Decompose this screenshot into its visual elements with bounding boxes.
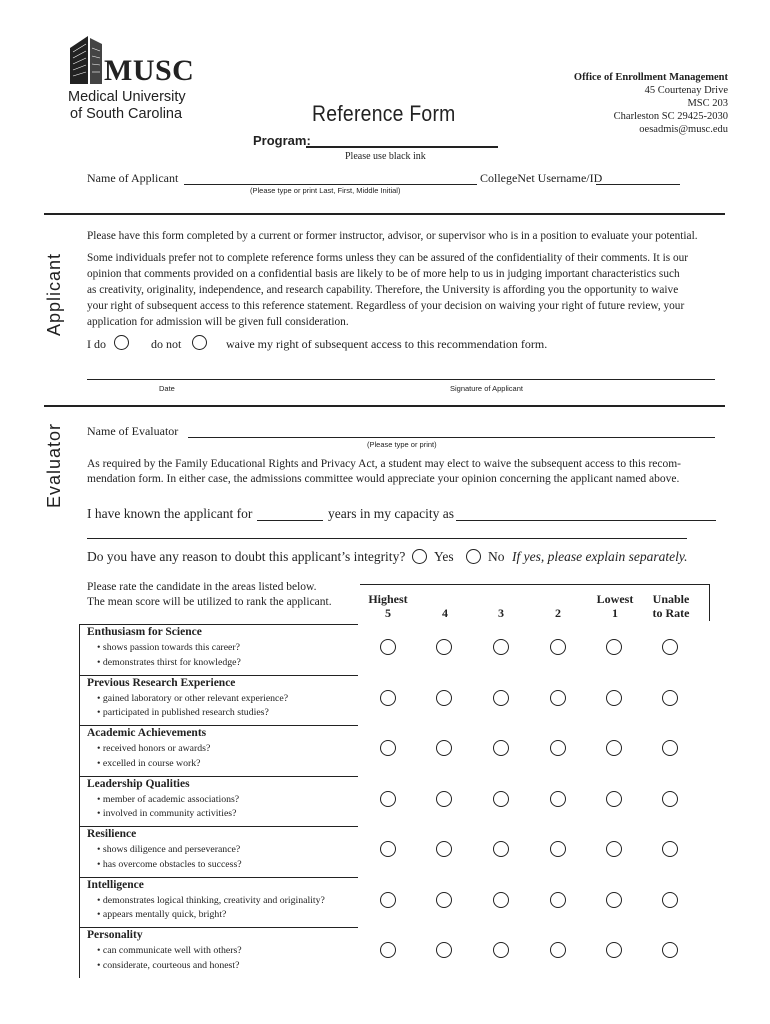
office-title: Office of Enrollment Management — [573, 72, 728, 83]
category-bullet: • involved in community activities? — [97, 808, 237, 819]
scale-1: 1 — [612, 606, 618, 620]
category-name: Academic Achievements — [87, 727, 207, 739]
category-bullet: • considerate, courteous and honest? — [97, 959, 240, 971]
scale-4: 4 — [442, 606, 448, 620]
category-bullet: • has overcome obstacles to success? — [97, 858, 242, 870]
to-rate-label: to Rate — [652, 606, 690, 620]
confidentiality-line3: as creativity, originality, independence, and research capability. Therefore, the University is affording you the opportunity to waive — [87, 284, 679, 296]
rating-intro-line2: The mean score will be utilized to rank the applicant. — [87, 596, 332, 608]
logo-text: MUSC — [104, 54, 195, 87]
evaluator-side-label: Evaluator — [44, 422, 64, 508]
category-name: Previous Research Experience — [87, 676, 236, 689]
category-bullet: • received honors or awards? — [97, 743, 211, 754]
i-do-radio[interactable] — [114, 335, 129, 350]
category-bullet: • excelled in course work? — [97, 757, 201, 769]
integrity-yes-label: Yes — [434, 549, 454, 564]
university-name-line1: Medical University — [68, 89, 186, 105]
rating-radio-5[interactable] — [380, 841, 396, 857]
category-name: Enthusiasm for Science — [87, 626, 202, 638]
rating-radio-2[interactable] — [550, 942, 566, 958]
rating-radio-unable[interactable] — [662, 841, 678, 857]
rating-radio-unable[interactable] — [662, 942, 678, 958]
applicant-instruction: Please have this form completed by a current or former instructor, advisor, or supervisor who is in a position to evaluate your potential. — [87, 230, 698, 242]
header-unable — [642, 592, 700, 620]
rating-radio-1[interactable] — [606, 740, 622, 756]
rating-intro-line1: Please rate the candidate in the areas listed below. — [87, 581, 317, 593]
rating-radio-1[interactable] — [606, 690, 622, 706]
rating-radio-3[interactable] — [493, 740, 509, 756]
rating-radio-5[interactable] — [380, 639, 396, 655]
integrity-yes-radio[interactable] — [412, 549, 427, 564]
rating-radio-4[interactable] — [436, 690, 452, 706]
rating-radio-1[interactable] — [606, 942, 622, 958]
rating-radio-2[interactable] — [550, 841, 566, 857]
capacity-input-line2[interactable] — [87, 538, 687, 539]
header-highest — [366, 592, 410, 620]
integrity-no-label: No — [488, 549, 505, 564]
section-divider — [44, 213, 725, 215]
applicant-name-label: Name of Applicant — [87, 171, 179, 185]
evaluator-name-hint: (Please type or print) — [367, 440, 437, 449]
rating-radio-2[interactable] — [550, 791, 566, 807]
integrity-no-radio[interactable] — [466, 549, 481, 564]
category-bullet: • demonstrates thirst for knowledge? — [97, 656, 241, 668]
category-bullet: • can communicate well with others? — [97, 945, 242, 956]
rating-radio-unable[interactable] — [662, 690, 678, 706]
rating-radio-unable[interactable] — [662, 639, 678, 655]
category-bullet: • demonstrates logical thinking, creativity and originality? — [97, 894, 325, 906]
rating-radio-5[interactable] — [380, 892, 396, 908]
rating-radio-1[interactable] — [606, 841, 622, 857]
evaluator-name-label: Name of Evaluator — [87, 424, 179, 438]
category-bullet: • gained laboratory or other relevant experience? — [97, 692, 289, 704]
collegenet-input[interactable] — [596, 184, 680, 185]
rating-radio-4[interactable] — [436, 740, 452, 756]
rating-radio-5[interactable] — [380, 690, 396, 706]
rating-radio-4[interactable] — [436, 639, 452, 655]
header-lowest — [593, 592, 637, 620]
applicant-name-hint: (Please type or print Last, First, Middle Initial) — [250, 186, 401, 195]
rating-radio-5[interactable] — [380, 942, 396, 958]
confidentiality-line4: your right of subsequent access to this reference statement. Regardless of your decision on waiving your right of future review, your — [87, 300, 685, 312]
explain-note: If yes, please explain separately. — [512, 549, 688, 564]
section-divider-2 — [44, 405, 725, 407]
office-address — [574, 71, 728, 136]
category-name: Leadership Qualities — [87, 777, 190, 790]
rating-radio-2[interactable] — [550, 690, 566, 706]
rating-radio-2[interactable] — [550, 639, 566, 655]
category-bullet: • shows passion towards this career? — [97, 642, 241, 653]
scale-2: 2 — [555, 606, 561, 620]
rating-radio-4[interactable] — [436, 892, 452, 908]
ferpa-line2: mendation form. In either case, the admissions committee would appreciate your opinion concerning the applicant named above. — [87, 473, 680, 485]
confidentiality-line5: application for admission will be given full consideration. — [87, 316, 349, 328]
address-line2: MSC 203 — [687, 98, 728, 109]
rating-radio-3[interactable] — [493, 639, 509, 655]
rating-radio-4[interactable] — [436, 841, 452, 857]
confidentiality-line2: opinion that comments provided on a confidential basis are likely to be of more help to us in judging important characteristics such — [87, 268, 680, 280]
confidentiality-line1: Some individuals prefer not to complete reference forms unless they can be assured of the confidentiality of their comments. It is our — [87, 252, 689, 264]
category-name: Resilience — [87, 828, 137, 840]
rating-radio-2[interactable] — [550, 740, 566, 756]
capacity-input[interactable] — [456, 520, 716, 521]
category-bullet: • appears mentally quick, bright? — [97, 909, 227, 920]
rating-radio-3[interactable] — [493, 841, 509, 857]
date-label: Date — [159, 384, 175, 393]
category-bullet: • member of academic associations? — [97, 793, 240, 805]
known-prefix: I have known the applicant for — [87, 506, 253, 521]
rating-radio-1[interactable] — [606, 791, 622, 807]
black-ink-note: Please use black ink — [345, 151, 426, 162]
rating-radio-4[interactable] — [436, 791, 452, 807]
rating-radio-4[interactable] — [436, 942, 452, 958]
evaluator-name-input[interactable] — [188, 437, 715, 438]
address-line3: Charleston SC 29425-2030 — [613, 111, 728, 122]
program-input[interactable] — [306, 146, 498, 148]
signature-label: Signature of Applicant — [450, 384, 523, 393]
years-known-input[interactable] — [257, 520, 323, 521]
ferpa-line1: As required by the Family Educational Rights and Privacy Act, a student may elect to waive the subsequent access to this recom- — [87, 458, 682, 470]
form-title: Reference Form — [312, 101, 456, 126]
scale-3: 3 — [498, 606, 504, 620]
unable-label: Unable — [652, 592, 690, 606]
office-email: oesadmis@musc.edu — [639, 124, 728, 135]
category-name: Intelligence — [87, 878, 144, 891]
i-do-label: I do — [87, 337, 106, 351]
lowest-label: Lowest — [596, 592, 634, 606]
rating-radio-5[interactable] — [380, 740, 396, 756]
scale-5: 5 — [385, 606, 391, 620]
applicant-side-label: Applicant — [44, 252, 64, 336]
do-not-radio[interactable] — [192, 335, 207, 350]
rating-radio-5[interactable] — [380, 791, 396, 807]
rating-radio-1[interactable] — [606, 892, 622, 908]
program-label: Program: — [253, 133, 311, 148]
rating-intro — [87, 580, 332, 610]
known-middle: years in my capacity as — [328, 506, 454, 521]
collegenet-label: CollegeNet Username/ID — [480, 171, 603, 185]
rating-radio-3[interactable] — [493, 892, 509, 908]
rating-radio-2[interactable] — [550, 892, 566, 908]
integrity-question: Do you have any reason to doubt this applicant’s integrity? — [87, 549, 406, 564]
rating-radio-3[interactable] — [493, 690, 509, 706]
rating-radio-3[interactable] — [493, 791, 509, 807]
highest-label: Highest — [368, 592, 408, 606]
waive-text: waive my right of subsequent access to this recommendation form. — [226, 337, 548, 351]
rating-radio-unable[interactable] — [662, 740, 678, 756]
rating-radio-unable[interactable] — [662, 892, 678, 908]
category-bullet: • participated in published research studies? — [97, 707, 269, 718]
date-signature-line[interactable] — [87, 379, 715, 380]
musc-logo — [68, 34, 203, 124]
rating-radio-1[interactable] — [606, 639, 622, 655]
university-name-line2: of South Carolina — [70, 106, 183, 122]
rating-radio-unable[interactable] — [662, 791, 678, 807]
applicant-name-input[interactable] — [184, 184, 477, 185]
category-name: Personality — [87, 929, 143, 941]
do-not-label: do not — [151, 337, 182, 351]
rating-radio-3[interactable] — [493, 942, 509, 958]
category-bullet: • shows diligence and perseverance? — [97, 844, 241, 855]
address-line1: 45 Courtenay Drive — [644, 85, 728, 96]
